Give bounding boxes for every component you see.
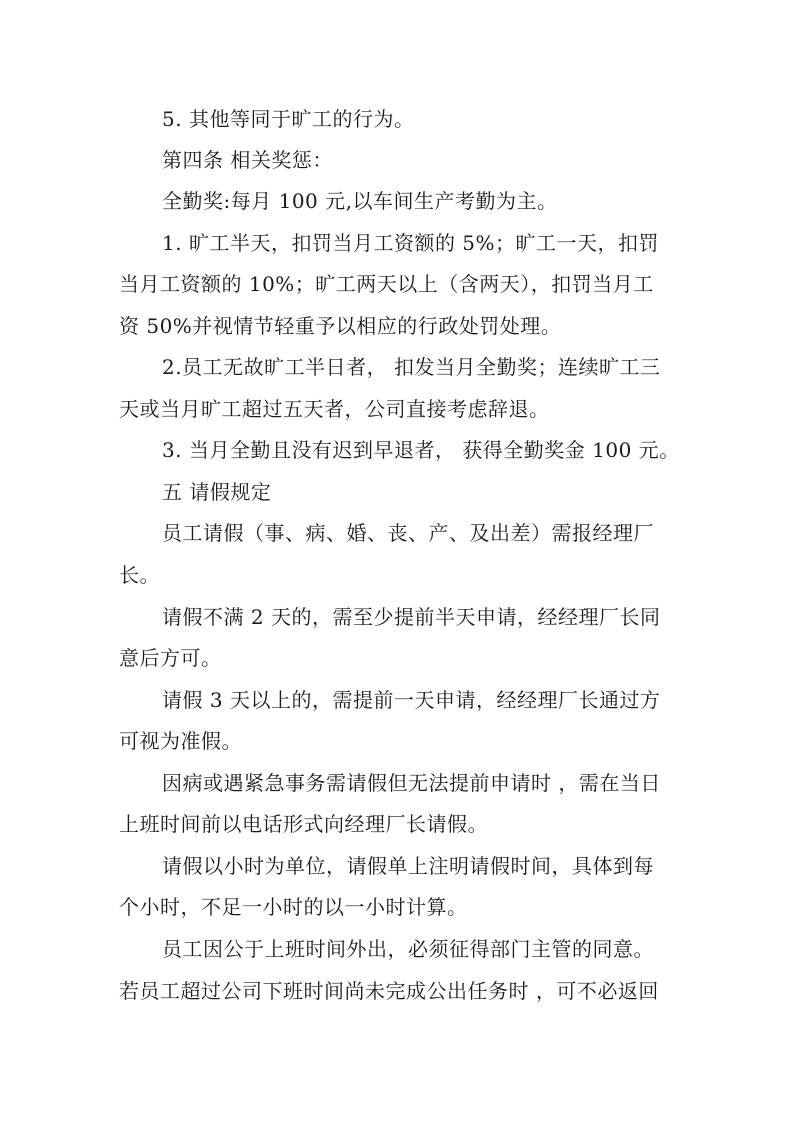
section-heading: 第四条 相关奖惩：: [162, 148, 333, 172]
text-line: 上班时间前以电话形式向经理厂长请假。: [119, 812, 488, 836]
text-line: 个小时，不足一小时的以一小时计算。: [119, 895, 468, 919]
text-line: 当月工资额的 10%；旷工两天以上（含两天），扣罚当月工: [119, 272, 654, 296]
text-line: 资 50%并视情节轻重予以相应的行政处罚处理。: [119, 314, 562, 338]
text-line: 全勤奖:每月 100 元,以车间生产考勤为主。: [162, 189, 558, 213]
section-heading: 五 请假规定: [162, 480, 272, 504]
text-line: 若员工超过公司下班时间尚未完成公出任务时 ，可不必返回: [119, 979, 659, 1003]
text-line: 天或当月旷工超过五天者，公司直接考虑辞退。: [119, 397, 550, 421]
text-line: 可视为准假。: [119, 729, 242, 753]
text-line: 员工请假（事、病、婚、丧、产、及出差）需报经理厂: [162, 521, 654, 545]
text-line: 意后方可。: [119, 646, 222, 670]
text-line: 员工因公于上班时间外出，必须征得部门主管的同意。: [162, 937, 654, 961]
text-line: 长。: [119, 563, 160, 587]
text-line: 1. 旷工半天，扣罚当月工资额的 5%；旷工一天，扣罚: [162, 231, 660, 255]
text-line: 因病或遇紧急事务需请假但无法提前申请时 ，需在当日: [162, 771, 661, 795]
text-line: 5. 其他等同于旷工的行为。: [162, 107, 415, 131]
text-line: 请假以小时为单位，请假单上注明请假时间，具体到每: [162, 854, 654, 878]
text-line: 请假不满 2 天的，需至少提前半天申请，经经理厂长同: [162, 605, 661, 629]
text-line: 请假 3 天以上的，需提前一天申请，经经理厂长通过方: [162, 688, 661, 712]
text-line: 3. 当月全勤且没有迟到早退者， 获得全勤奖金 100 元。: [162, 438, 680, 462]
text-line: 2.员工无故旷工半日者， 扣发当月全勤奖；连续旷工三: [162, 355, 661, 379]
